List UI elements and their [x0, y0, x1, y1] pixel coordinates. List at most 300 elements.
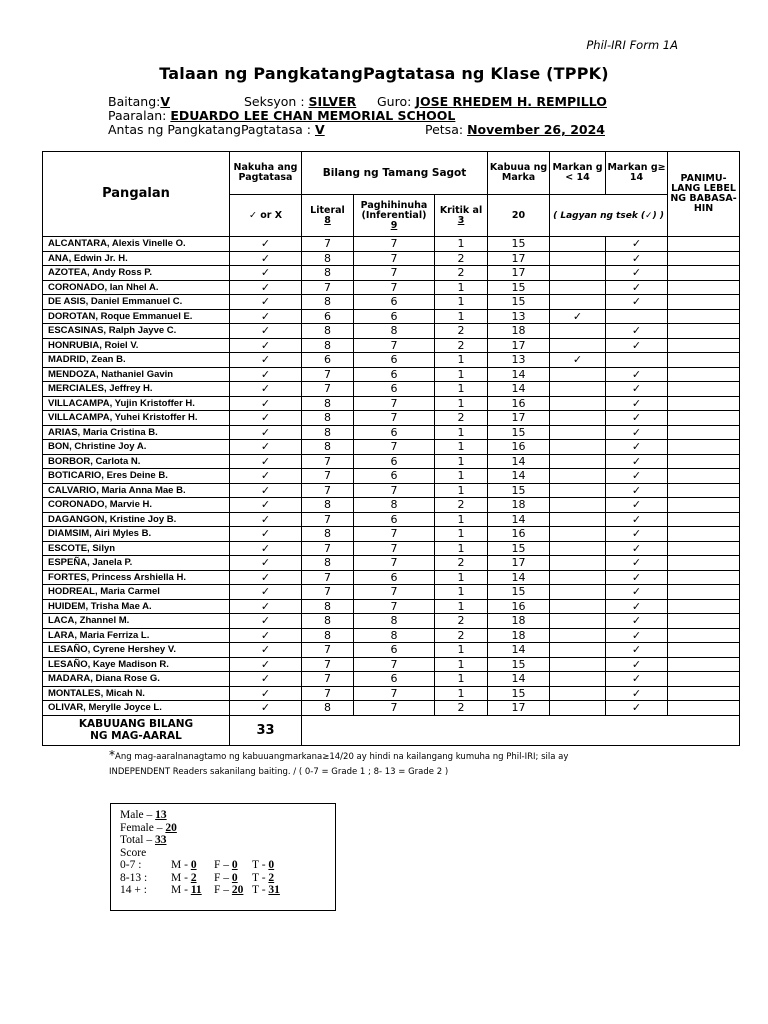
literal-score: 8 [302, 396, 354, 411]
literal-score: 7 [302, 483, 354, 498]
at-least-14-check: ✓ [606, 643, 668, 658]
seksyon-field: Seksyon : SILVER [244, 94, 357, 109]
critical-score: 1 [435, 353, 488, 368]
assessed-check: ✓ [230, 512, 302, 527]
inferential-score: 7 [354, 440, 435, 455]
critical-score: 2 [435, 324, 488, 339]
below-14-check [550, 411, 606, 426]
assessed-check: ✓ [230, 454, 302, 469]
table-row [43, 512, 740, 527]
at-least-14-check: ✓ [606, 382, 668, 397]
at-least-14-check: ✓ [606, 411, 668, 426]
critical-score: 1 [435, 425, 488, 440]
critical-score: 2 [435, 556, 488, 571]
inferential-score: 6 [354, 570, 435, 585]
literal-score: 8 [302, 251, 354, 266]
literal-score: 8 [302, 324, 354, 339]
inferential-score: 8 [354, 498, 435, 513]
reading-level [668, 280, 740, 295]
table-row [43, 672, 740, 687]
inferential-score: 8 [354, 628, 435, 643]
header-kabuuang: Kabuua ng Marka [488, 152, 550, 195]
assessed-check: ✓ [230, 396, 302, 411]
table-row [43, 382, 740, 397]
critical-score: 1 [435, 483, 488, 498]
literal-score: 8 [302, 440, 354, 455]
critical-score: 1 [435, 440, 488, 455]
total-row-empty [302, 715, 740, 745]
assessed-check: ✓ [230, 643, 302, 658]
total-score: 14 [488, 512, 550, 527]
score-label: Score [120, 846, 147, 859]
literal-score: 8 [302, 701, 354, 716]
student-name: BON, Christine Joy A. [43, 440, 230, 455]
literal-score: 7 [302, 280, 354, 295]
student-name: DE ASIS, Daniel Emmanuel C. [43, 295, 230, 310]
assessed-check: ✓ [230, 324, 302, 339]
total-score: 16 [488, 396, 550, 411]
at-least-14-check: ✓ [606, 483, 668, 498]
at-least-14-check [606, 353, 668, 368]
score-range: 14 + : [120, 884, 147, 896]
student-name: FORTES, Princess Arshiella H. [43, 570, 230, 585]
literal-score: 8 [302, 599, 354, 614]
assessed-check: ✓ [230, 614, 302, 629]
at-least-14-check: ✓ [606, 527, 668, 542]
table-row [43, 570, 740, 585]
reading-level [668, 367, 740, 382]
inferential-score: 7 [354, 237, 435, 252]
at-least-14-check: ✓ [606, 367, 668, 382]
inferential-score: 7 [354, 483, 435, 498]
below-14-check [550, 396, 606, 411]
critical-score: 1 [435, 541, 488, 556]
table-row [43, 599, 740, 614]
reading-level [668, 556, 740, 571]
inferential-score: 7 [354, 266, 435, 281]
inferential-score: 7 [354, 251, 435, 266]
guro-field: Guro: JOSE RHEDEM H. REMPILLO [377, 94, 607, 109]
table-row [43, 396, 740, 411]
critical-score: 1 [435, 309, 488, 324]
critical-score: 1 [435, 295, 488, 310]
total-students-value: 33 [230, 715, 302, 745]
at-least-14-check: ✓ [606, 657, 668, 672]
student-name: LACA, Zhannel M. [43, 614, 230, 629]
at-least-14-check: ✓ [606, 701, 668, 716]
assessed-check: ✓ [230, 672, 302, 687]
table-row [43, 425, 740, 440]
critical-score: 1 [435, 643, 488, 658]
total-score: 14 [488, 367, 550, 382]
assessed-check: ✓ [230, 585, 302, 600]
literal-score: 7 [302, 454, 354, 469]
literal-score: 6 [302, 353, 354, 368]
header-pangalan: Pangalan [43, 152, 230, 237]
reading-level [668, 454, 740, 469]
assessed-check: ✓ [230, 353, 302, 368]
total-score: 18 [488, 324, 550, 339]
header-nakuha: Nakuha ang Pagtatasa [230, 152, 302, 195]
at-least-14-check: ✓ [606, 266, 668, 281]
critical-score: 1 [435, 585, 488, 600]
score-row [120, 884, 335, 897]
total-score: 14 [488, 454, 550, 469]
inferential-score: 6 [354, 353, 435, 368]
form-code: Phil-IRI Form 1A [586, 38, 678, 52]
assessment-table [42, 151, 740, 746]
table-row [43, 266, 740, 281]
total-score: 15 [488, 237, 550, 252]
assessed-check: ✓ [230, 541, 302, 556]
student-name: MADRID, Zean B. [43, 353, 230, 368]
literal-score: 8 [302, 425, 354, 440]
reading-level [668, 411, 740, 426]
at-least-14-check: ✓ [606, 454, 668, 469]
assessed-check: ✓ [230, 425, 302, 440]
student-name: LESAÑO, Kaye Madison R. [43, 657, 230, 672]
header-check-or-x: ✓ or X [230, 195, 302, 237]
at-least-14-check: ✓ [606, 556, 668, 571]
header-kabuuang-20: 20 [488, 195, 550, 237]
below-14-check [550, 338, 606, 353]
literal-score: 7 [302, 382, 354, 397]
table-row [43, 686, 740, 701]
literal-score: 8 [302, 411, 354, 426]
table-row [43, 585, 740, 600]
critical-score: 2 [435, 628, 488, 643]
below-14-check [550, 266, 606, 281]
inferential-score: 6 [354, 295, 435, 310]
critical-score: 1 [435, 469, 488, 484]
literal-score: 7 [302, 570, 354, 585]
student-name: MADARA, Diana Rose G. [43, 672, 230, 687]
total-score: 15 [488, 541, 550, 556]
inferential-score: 7 [354, 338, 435, 353]
critical-score: 1 [435, 454, 488, 469]
inferential-score: 7 [354, 411, 435, 426]
inferential-score: 7 [354, 527, 435, 542]
reading-level [668, 643, 740, 658]
total-score: 17 [488, 251, 550, 266]
reading-level [668, 324, 740, 339]
literal-score: 8 [302, 628, 354, 643]
reading-level [668, 570, 740, 585]
reading-level [668, 483, 740, 498]
student-name: MONTALES, Micah N. [43, 686, 230, 701]
assessed-check: ✓ [230, 338, 302, 353]
student-name: OLIVAR, Merylle Joyce L. [43, 701, 230, 716]
critical-score: 2 [435, 266, 488, 281]
table-row [43, 498, 740, 513]
critical-score: 2 [435, 411, 488, 426]
table-row [43, 295, 740, 310]
below-14-check [550, 237, 606, 252]
below-14-check [550, 614, 606, 629]
literal-score: 7 [302, 686, 354, 701]
table-row [43, 251, 740, 266]
total-score: 15 [488, 280, 550, 295]
critical-score: 1 [435, 382, 488, 397]
inferential-score: 7 [354, 657, 435, 672]
total-score: 18 [488, 628, 550, 643]
table-row [43, 556, 740, 571]
student-name: BORBOR, Carlota N. [43, 454, 230, 469]
at-least-14-check: ✓ [606, 237, 668, 252]
inferential-score: 6 [354, 367, 435, 382]
critical-score: 1 [435, 527, 488, 542]
header-lagyan: ( Lagyan ng tsek (✓) ) [550, 195, 668, 237]
critical-score: 1 [435, 599, 488, 614]
inferential-score: 6 [354, 425, 435, 440]
reading-level [668, 251, 740, 266]
assessed-check: ✓ [230, 295, 302, 310]
at-least-14-check [606, 309, 668, 324]
assessed-check: ✓ [230, 411, 302, 426]
inferential-score: 7 [354, 701, 435, 716]
literal-score: 7 [302, 512, 354, 527]
table-row [43, 527, 740, 542]
total-score: 17 [488, 338, 550, 353]
reading-level [668, 266, 740, 281]
total-score: 15 [488, 483, 550, 498]
header-markang-lt: Markan g < 14 [550, 152, 606, 195]
table-row [43, 367, 740, 382]
inferential-score: 7 [354, 556, 435, 571]
assessed-check: ✓ [230, 483, 302, 498]
total-score: 17 [488, 701, 550, 716]
below-14-check [550, 425, 606, 440]
total-score: 14 [488, 643, 550, 658]
score-range: 0-7 : [120, 859, 142, 871]
paaralan-field: Paaralan: EDUARDO LEE CHAN MEMORIAL SCHOOL [108, 108, 456, 123]
critical-score: 1 [435, 237, 488, 252]
student-rows [43, 237, 740, 716]
header-paghihinuha: Paghihinuha (Inferential) 9 [354, 195, 435, 237]
student-name: ESPEÑA, Janela P. [43, 556, 230, 571]
header-literal: Literal 8 [302, 195, 354, 237]
table-row [43, 483, 740, 498]
below-14-check [550, 295, 606, 310]
assessed-check: ✓ [230, 469, 302, 484]
table-row [43, 324, 740, 339]
reading-level [668, 353, 740, 368]
critical-score: 2 [435, 614, 488, 629]
score-male: M - 0 [171, 859, 197, 871]
below-14-check [550, 251, 606, 266]
header-kritikal: Kritik al 3 [435, 195, 488, 237]
reading-level [668, 469, 740, 484]
total-score: 14 [488, 382, 550, 397]
at-least-14-check: ✓ [606, 599, 668, 614]
below-14-check: ✓ [550, 353, 606, 368]
literal-score: 7 [302, 672, 354, 687]
reading-level [668, 498, 740, 513]
student-name: DAGANGON, Kristine Joy B. [43, 512, 230, 527]
table-row [43, 237, 740, 252]
literal-score: 8 [302, 266, 354, 281]
inferential-score: 7 [354, 396, 435, 411]
at-least-14-check: ✓ [606, 541, 668, 556]
reading-level [668, 599, 740, 614]
reading-level [668, 527, 740, 542]
student-name: LESAÑO, Cyrene Hershey V. [43, 643, 230, 658]
assessed-check: ✓ [230, 251, 302, 266]
total-score: 15 [488, 657, 550, 672]
header-bilang: Bilang ng Tamang Sagot [302, 152, 488, 195]
critical-score: 2 [435, 701, 488, 716]
inferential-score: 8 [354, 614, 435, 629]
at-least-14-check: ✓ [606, 672, 668, 687]
table-row [43, 454, 740, 469]
below-14-check [550, 367, 606, 382]
header-panimulang: PANIMU-LANG LEBEL NG BABASA-HIN [668, 152, 740, 237]
reading-level [668, 237, 740, 252]
total-score: 13 [488, 353, 550, 368]
reading-level [668, 541, 740, 556]
inferential-score: 6 [354, 469, 435, 484]
below-14-check [550, 657, 606, 672]
total-score: 13 [488, 309, 550, 324]
assessed-check: ✓ [230, 628, 302, 643]
reading-level [668, 686, 740, 701]
below-14-check [550, 324, 606, 339]
at-least-14-check: ✓ [606, 512, 668, 527]
inferential-score: 6 [354, 512, 435, 527]
assessed-check: ✓ [230, 367, 302, 382]
below-14-check [550, 440, 606, 455]
literal-score: 8 [302, 614, 354, 629]
reading-level [668, 628, 740, 643]
at-least-14-check: ✓ [606, 469, 668, 484]
table-row [43, 353, 740, 368]
reading-level [668, 657, 740, 672]
literal-score: 7 [302, 657, 354, 672]
below-14-check [550, 599, 606, 614]
student-name: CALVARIO, Maria Anna Mae B. [43, 483, 230, 498]
student-name: ESCOTE, Silyn [43, 541, 230, 556]
assessed-check: ✓ [230, 527, 302, 542]
total-count: Total – 33 [120, 834, 167, 846]
assessed-check: ✓ [230, 498, 302, 513]
below-14-check [550, 454, 606, 469]
at-least-14-check: ✓ [606, 498, 668, 513]
table-row [43, 309, 740, 324]
critical-score: 2 [435, 251, 488, 266]
student-name: MENDOZA, Nathaniel Gavin [43, 367, 230, 382]
footnote: *Ang mag-aaralnanagtamo ng kabuuangmarkana≥14/20 ay hindi na kailangang kumuha ng Phil-IRI; sila ay INDEPENDENT Readers sakanilang baiting. / ( 0-7 = Grade 1 ; 8- 13 = Grade 2 ) [109, 748, 569, 777]
literal-score: 8 [302, 295, 354, 310]
below-14-check [550, 280, 606, 295]
score-total: T - 0 [252, 859, 275, 871]
inferential-score: 6 [354, 454, 435, 469]
summary-box [110, 803, 336, 911]
assessed-check: ✓ [230, 237, 302, 252]
assessed-check: ✓ [230, 556, 302, 571]
assessed-check: ✓ [230, 280, 302, 295]
reading-level [668, 338, 740, 353]
table-row [43, 440, 740, 455]
critical-score: 1 [435, 672, 488, 687]
literal-score: 7 [302, 469, 354, 484]
literal-score: 7 [302, 541, 354, 556]
male-count: Male – 13 [120, 809, 167, 821]
student-name: HUIDEM, Trisha Mae A. [43, 599, 230, 614]
below-14-check: ✓ [550, 309, 606, 324]
below-14-check [550, 570, 606, 585]
below-14-check [550, 483, 606, 498]
literal-score: 8 [302, 527, 354, 542]
total-score: 17 [488, 411, 550, 426]
assessed-check: ✓ [230, 309, 302, 324]
at-least-14-check: ✓ [606, 338, 668, 353]
table-row [43, 614, 740, 629]
student-name: VILLACAMPA, Yujin Kristoffer H. [43, 396, 230, 411]
student-name: VILLACAMPA, Yuhei Kristoffer H. [43, 411, 230, 426]
below-14-check [550, 701, 606, 716]
reading-level [668, 396, 740, 411]
at-least-14-check: ✓ [606, 614, 668, 629]
at-least-14-check: ✓ [606, 396, 668, 411]
inferential-score: 6 [354, 382, 435, 397]
student-name: AZOTEA, Andy Ross P. [43, 266, 230, 281]
student-name: DOROTAN, Roque Emmanuel E. [43, 309, 230, 324]
assessed-check: ✓ [230, 570, 302, 585]
student-name: DIAMSIM, Airi Myles B. [43, 527, 230, 542]
reading-level [668, 382, 740, 397]
below-14-check [550, 498, 606, 513]
student-name: BOTICARIO, Eres Deine B. [43, 469, 230, 484]
below-14-check [550, 672, 606, 687]
antas-field: Antas ng PangkatangPagtatasa : V [108, 122, 325, 137]
total-score: 15 [488, 686, 550, 701]
inferential-score: 7 [354, 599, 435, 614]
literal-score: 7 [302, 643, 354, 658]
below-14-check [550, 628, 606, 643]
reading-level [668, 309, 740, 324]
critical-score: 1 [435, 367, 488, 382]
inferential-score: 7 [354, 541, 435, 556]
critical-score: 1 [435, 657, 488, 672]
student-name: ANA, Edwin Jr. H. [43, 251, 230, 266]
assessed-check: ✓ [230, 440, 302, 455]
at-least-14-check: ✓ [606, 251, 668, 266]
student-name: LARA, Maria Ferriza L. [43, 628, 230, 643]
table-row [43, 701, 740, 716]
score-total: T - 2 [252, 871, 275, 884]
student-name: ALCANTARA, Alexis Vinelle O. [43, 237, 230, 252]
reading-level [668, 614, 740, 629]
score-male: M - 11 [171, 884, 202, 896]
inferential-score: 7 [354, 280, 435, 295]
student-name: ARIAS, Maria Cristina B. [43, 425, 230, 440]
student-name: MERCIALES, Jeffrey H. [43, 382, 230, 397]
total-score: 15 [488, 295, 550, 310]
score-female: F – 0 [214, 859, 238, 871]
header-markang-ge: Markan g≥ 14 [606, 152, 668, 195]
critical-score: 2 [435, 338, 488, 353]
table-row [43, 657, 740, 672]
at-least-14-check: ✓ [606, 686, 668, 701]
score-rows [120, 859, 335, 897]
assessed-check: ✓ [230, 701, 302, 716]
assessed-check: ✓ [230, 686, 302, 701]
below-14-check [550, 585, 606, 600]
literal-score: 6 [302, 309, 354, 324]
student-name: HONRUBIA, Roiel V. [43, 338, 230, 353]
student-name: CORONADO, Ian Nhel A. [43, 280, 230, 295]
student-name: HODREAL, Maria Carmel [43, 585, 230, 600]
